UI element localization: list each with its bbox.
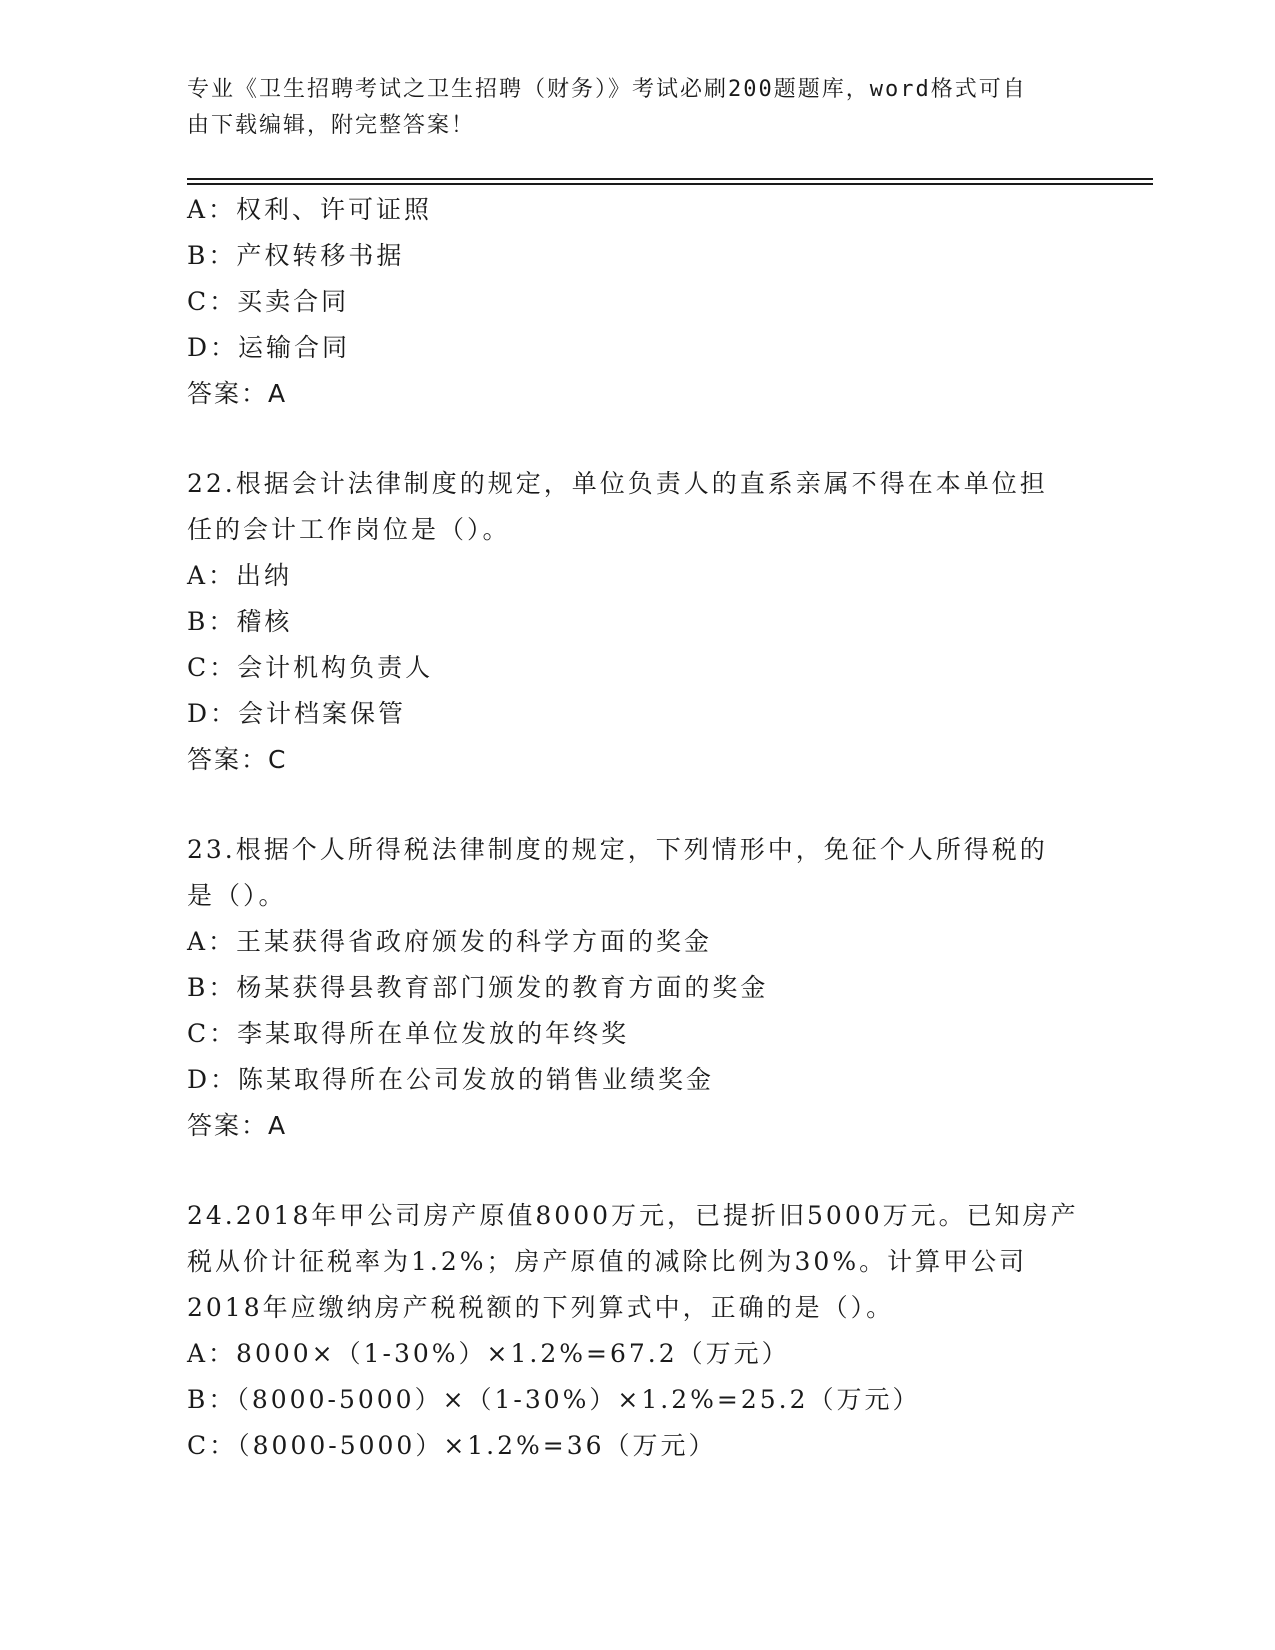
option-c: C：（8000-5000）×1.2%=36（万元） bbox=[187, 1431, 717, 1460]
answer-text: 答案：A bbox=[187, 379, 288, 408]
question-21 bbox=[187, 187, 1087, 417]
question-24 bbox=[187, 1193, 1087, 1469]
option-c: C：会计机构负责人 bbox=[187, 653, 434, 682]
question-stem-line: 税从价计征税率为1.2%；房产原值的减除比例为30%。计算甲公司 bbox=[187, 1247, 1028, 1276]
option-a: A：权利、许可证照 bbox=[187, 195, 433, 224]
question-stem-line: 22.根据会计法律制度的规定，单位负责人的直系亲属不得在本单位担 bbox=[187, 469, 1048, 498]
option-b: B：稽核 bbox=[187, 607, 293, 636]
question-stem-line: 是（）。 bbox=[187, 881, 287, 910]
question-23 bbox=[187, 827, 1087, 1149]
option-b: B：产权转移书据 bbox=[187, 241, 405, 270]
question-stem-line: 2018年应缴纳房产税税额的下列算式中，正确的是（）。 bbox=[187, 1293, 895, 1322]
answer-text: 答案：C bbox=[187, 745, 288, 774]
option-d: D：陈某取得所在公司发放的销售业绩奖金 bbox=[187, 1065, 715, 1094]
header-divider-top bbox=[187, 178, 1153, 180]
option-a: A：王某获得省政府颁发的科学方面的奖金 bbox=[187, 927, 713, 956]
question-stem-line: 23.根据个人所得税法律制度的规定，下列情形中，免征个人所得税的 bbox=[187, 835, 1048, 864]
question-stem-line: 24.2018年甲公司房产原值8000万元，已提折旧5000万元。已知房产 bbox=[187, 1201, 1079, 1230]
spacer bbox=[187, 417, 1087, 461]
option-a: A：出纳 bbox=[187, 561, 293, 590]
option-b: B：（8000-5000）×（1-30%）×1.2%=25.2（万元） bbox=[187, 1385, 921, 1414]
question-22 bbox=[187, 461, 1087, 783]
spacer bbox=[187, 1149, 1087, 1193]
option-c: C：李某取得所在单位发放的年终奖 bbox=[187, 1019, 630, 1048]
document-header bbox=[187, 72, 1067, 144]
header-divider-bottom bbox=[187, 183, 1153, 185]
header-line-1: 专业《卫生招聘考试之卫生招聘（财务）》考试必刷200题题库，word格式可自 bbox=[187, 77, 1027, 102]
answer-text: 答案：A bbox=[187, 1111, 288, 1140]
question-list bbox=[187, 187, 1087, 1469]
header-line-2: 由下载编辑，附完整答案！ bbox=[187, 113, 476, 138]
question-stem-line: 任的会计工作岗位是（）。 bbox=[187, 515, 511, 544]
option-a: A：8000×（1-30%）×1.2%=67.2（万元） bbox=[187, 1339, 790, 1368]
option-b: B：杨某获得县教育部门颁发的教育方面的奖金 bbox=[187, 973, 769, 1002]
option-c: C：买卖合同 bbox=[187, 287, 350, 316]
option-d: D：运输合同 bbox=[187, 333, 351, 362]
spacer bbox=[187, 783, 1087, 827]
option-d: D：会计档案保管 bbox=[187, 699, 407, 728]
